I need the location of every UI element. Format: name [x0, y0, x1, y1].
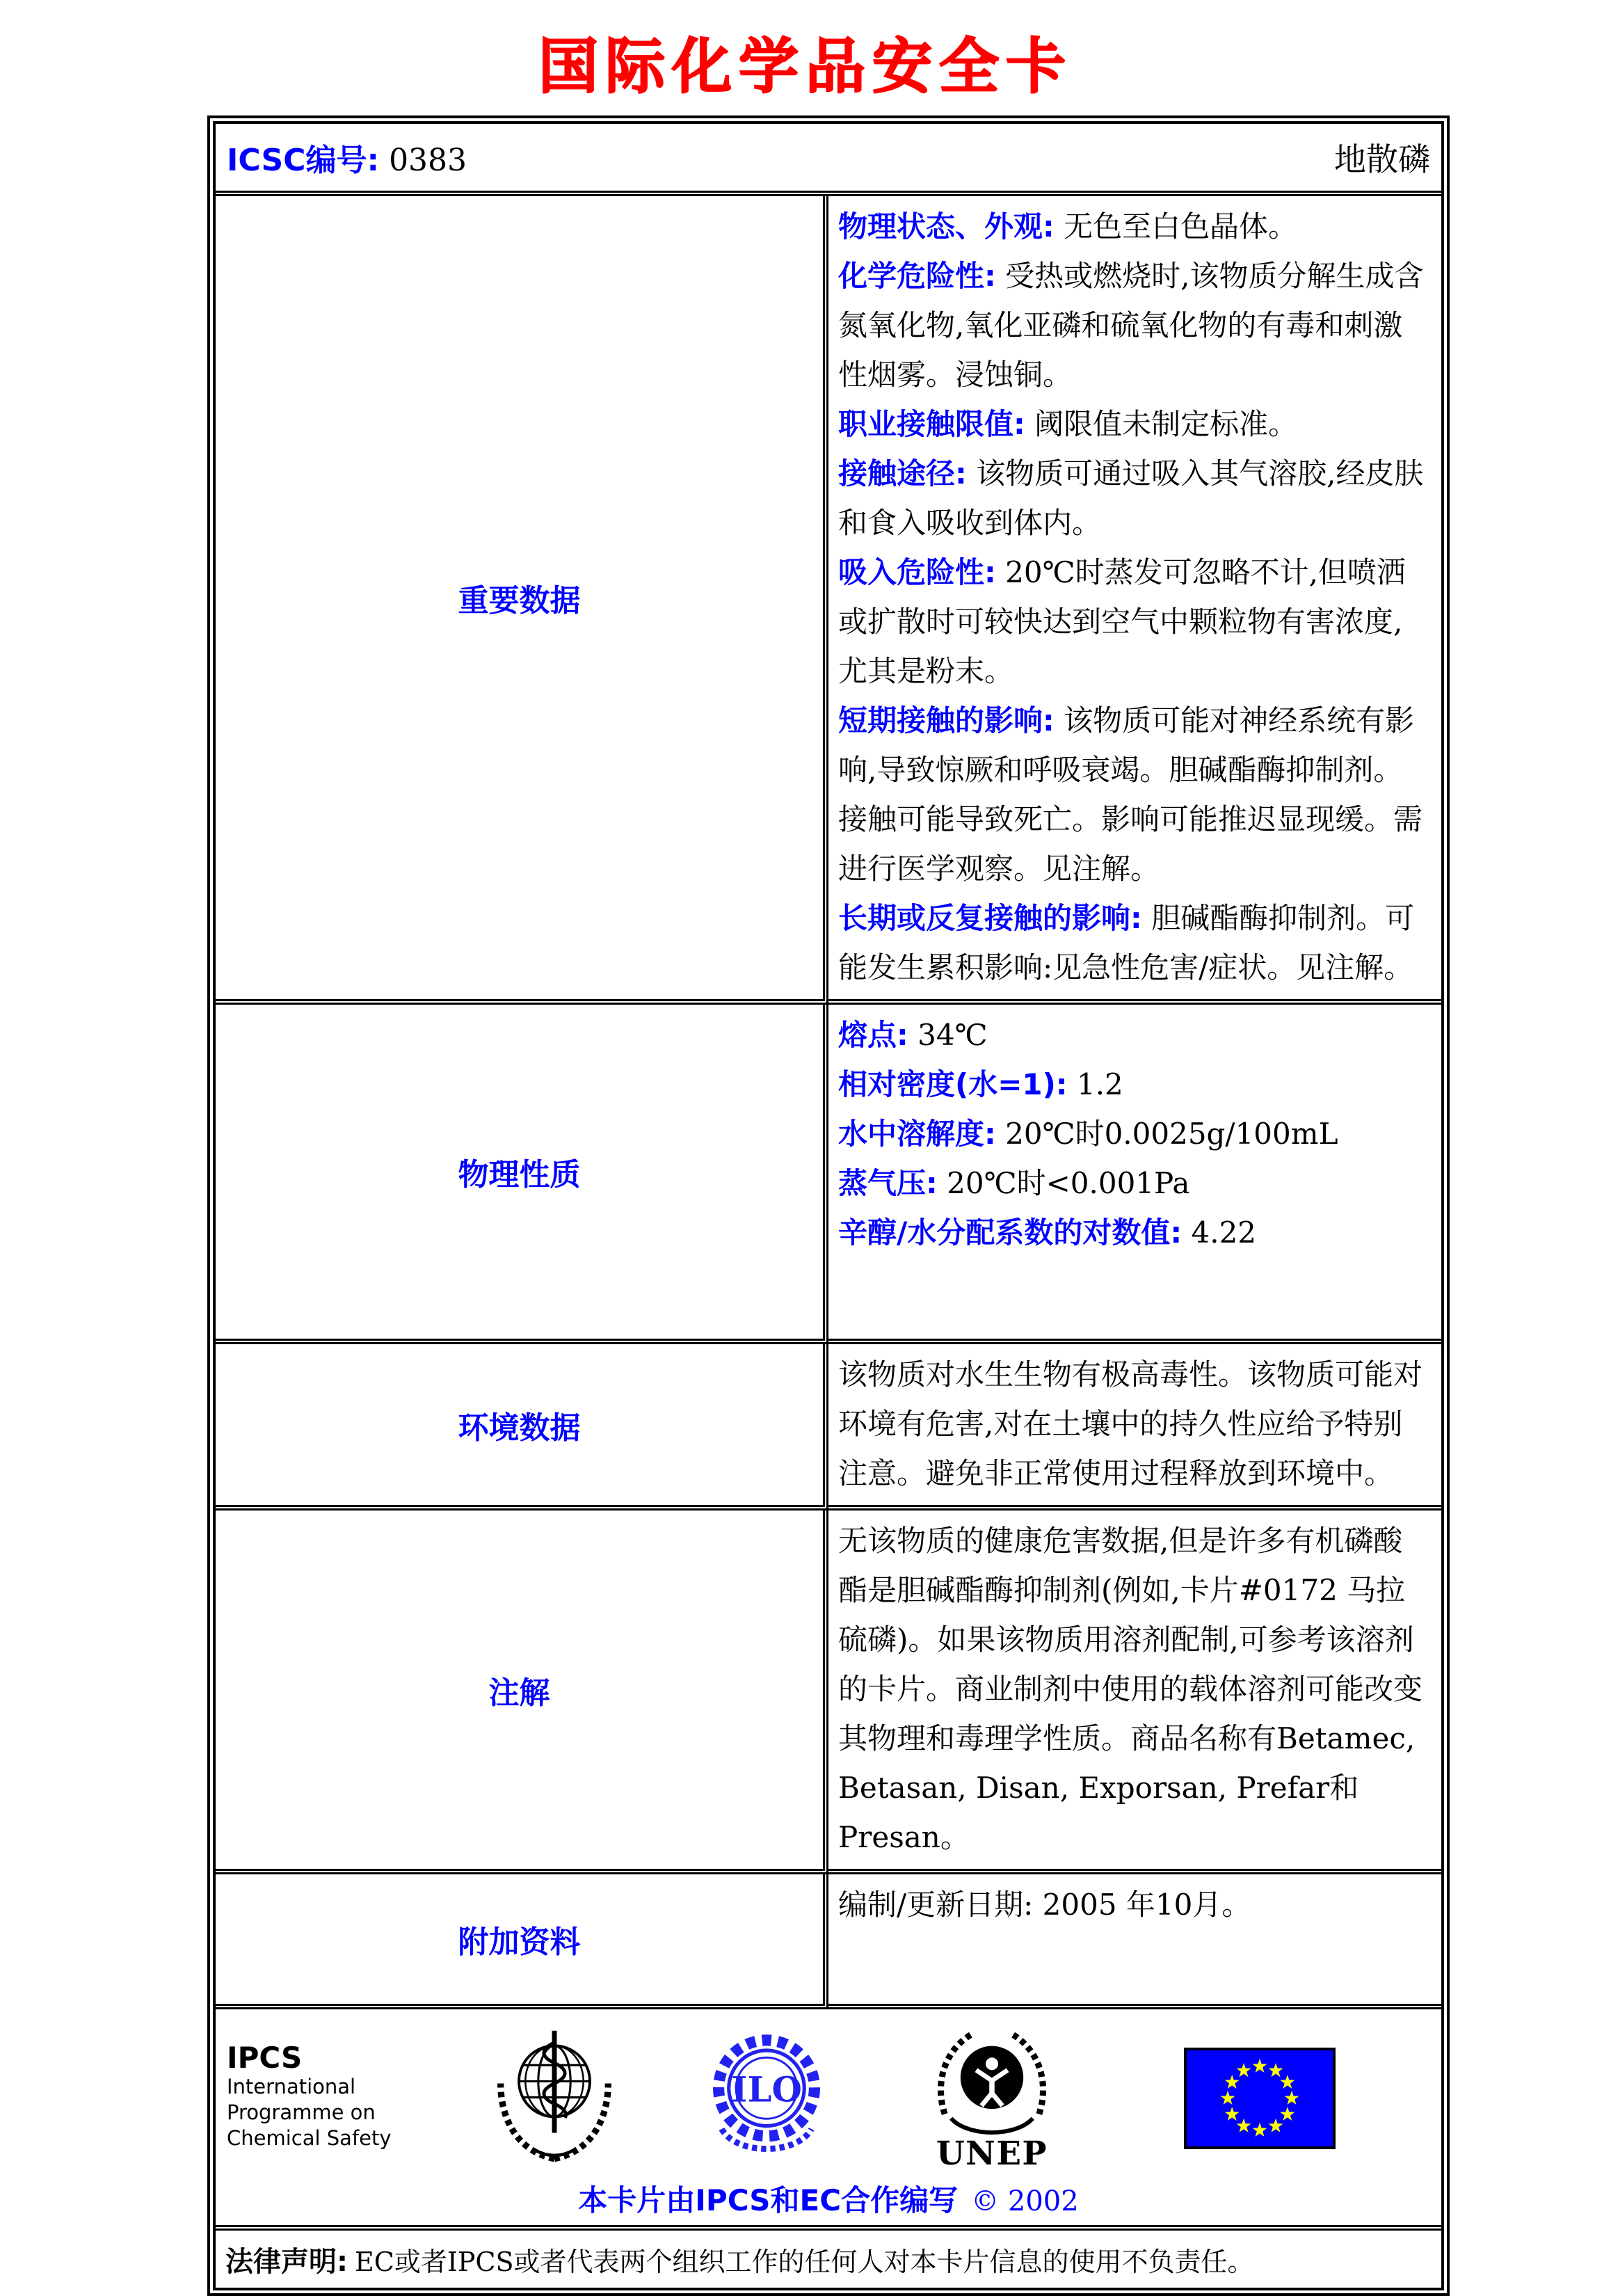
footer-row	[216, 2009, 1441, 2231]
section-content-cell	[828, 1874, 1441, 2009]
section-row	[216, 1344, 1441, 1510]
section-paragraph	[838, 893, 1432, 992]
field-label: 职业接触限值:	[838, 407, 1025, 441]
legal-row	[216, 2231, 1441, 2288]
section-paragraph	[838, 1109, 1432, 1158]
icsc-number-label: ICSC编号:	[227, 143, 380, 178]
field-text: 胆碱酯酶抑制剂。可能发生累积影响:见急性危害/症状。见注解。	[838, 901, 1415, 984]
section-content-cell	[828, 1344, 1441, 1510]
field-text: 该物质对水生生物有极高毒性。该物质可能对环境有危害,对在土壤中的持久性应给予特别注意。避免非正常使用过程释放到环境中。	[838, 1357, 1423, 1490]
section-content-cell	[828, 1005, 1441, 1344]
section-row	[216, 1510, 1441, 1874]
field-text: 20℃时蒸发可忽略不计,但喷洒或扩散时可较快达到空气中颗粒物有害浓度,尤其是粉末。	[838, 555, 1406, 688]
section-label: 环境数据	[458, 1410, 581, 1446]
section-label-cell	[216, 1344, 828, 1510]
field-label: 物理状态、外观:	[838, 209, 1055, 244]
field-label: 吸入危险性:	[838, 555, 996, 589]
icsc-number-group	[227, 135, 467, 180]
field-label: 接触途径:	[838, 456, 967, 491]
icsc-number-value: 0383	[389, 143, 467, 178]
section-content-cell	[828, 196, 1441, 1005]
section-paragraph	[838, 1208, 1432, 1257]
field-text: 该物质可能对神经系统有影响,导致惊厥和呼吸衰竭。胆碱酯酶抑制剂。接触可能导致死亡。影响可能推迟显现缓。需进行医学观察。见注解。	[838, 703, 1423, 886]
ipcs-block	[227, 2042, 409, 2151]
field-text: 4.22	[1191, 1215, 1257, 1250]
section-label-cell	[216, 1510, 828, 1874]
section-row	[216, 1874, 1441, 2009]
section-label: 重要数据	[458, 583, 581, 619]
unep-label: UNEP	[936, 2134, 1048, 2173]
field-text: 无该物质的健康危害数据,但是许多有机磷酸酯是胆碱酯酶抑制剂(例如,卡片#0172 马拉硫磷)。如果该物质用溶剂配制,可参考该溶剂的卡片。商业制剂中使用的载体溶剂可能改变其物理和毒理学性质。商品名称有Betamec, Betasan, Disan, Exporsan, Prefar和 Presan。	[838, 1524, 1423, 1854]
section-paragraph	[838, 1516, 1432, 1862]
page	[0, 18, 1611, 2278]
section-label-cell	[216, 1874, 828, 2009]
section-content-cell	[828, 1510, 1441, 1874]
legal-text: EC或者IPCS或者代表两个组织工作的任何人对本卡片信息的使用不负责任。	[355, 2246, 1254, 2277]
field-label: 蒸气压:	[838, 1166, 938, 1200]
legal-label: 法律声明:	[225, 2245, 348, 2278]
field-label: 化学危险性:	[838, 259, 996, 293]
field-text: 该物质可通过吸入其气溶胶,经皮肤和食入吸收到体内。	[838, 456, 1424, 540]
section-paragraph	[838, 1350, 1432, 1498]
field-text: 无色至白色晶体。	[1064, 209, 1298, 244]
field-text: 1.2	[1076, 1067, 1123, 1101]
section-row	[216, 196, 1441, 1005]
section-paragraph	[838, 548, 1432, 696]
section-paragraph	[838, 251, 1432, 399]
section-label-cell	[216, 1005, 828, 1344]
header-row	[216, 124, 1441, 196]
field-label: 辛醇/水分配系数的对数值:	[838, 1215, 1183, 1250]
unep-logo	[924, 2018, 1060, 2175]
field-label: 熔点:	[838, 1018, 908, 1052]
ilo-letters: ILO	[731, 2068, 802, 2110]
field-label: 短期接触的影响:	[838, 703, 1055, 738]
ilo-logo	[705, 2023, 828, 2170]
field-text: 受热或燃烧时,该物质分解生成含氮氧化物,氧化亚磷和硫氧化物的有毒和刺激性烟雾。浸蚀铜。	[838, 259, 1424, 392]
field-text: 20℃时<0.001Pa	[947, 1166, 1190, 1200]
section-paragraph	[838, 1010, 1432, 1060]
field-label: 相对密度(水=1):	[838, 1067, 1068, 1101]
credit-line	[216, 2178, 1441, 2219]
ipcs-title: IPCS	[227, 2040, 303, 2075]
field-label: 长期或反复接触的影响:	[838, 901, 1142, 935]
section-row	[216, 1005, 1441, 1344]
section-paragraph	[838, 696, 1432, 893]
section-paragraph	[838, 1060, 1432, 1109]
page-title: 国际化学品安全卡	[538, 32, 1073, 102]
eu-flag	[1184, 2048, 1336, 2149]
field-text: 编制/更新日期: 2005 年10月。	[838, 1888, 1251, 1922]
section-paragraph	[838, 202, 1432, 251]
field-label: 水中溶解度:	[838, 1117, 996, 1151]
section-paragraph	[838, 449, 1432, 548]
chemical-name: 地散磷	[1334, 141, 1430, 178]
section-paragraph	[838, 1880, 1432, 1929]
section-label: 附加资料	[458, 1924, 581, 1960]
credit-text: 本卡片由IPCS和EC合作编写	[578, 2183, 959, 2217]
field-text: 阈限值未制定标准。	[1034, 407, 1298, 441]
ipcs-subtitle: International Programme on Chemical Safety	[227, 2074, 392, 2150]
section-label: 注解	[488, 1675, 550, 1711]
section-paragraph	[838, 399, 1432, 449]
who-logo	[490, 2025, 619, 2167]
icsc-card-table	[207, 115, 1450, 2296]
section-paragraph	[838, 1158, 1432, 1208]
field-text: 20℃时0.0025g/100mL	[1005, 1117, 1338, 1151]
copyright-text: © 2002	[971, 2185, 1079, 2217]
field-text: 34℃	[917, 1018, 988, 1052]
section-label: 物理性质	[458, 1157, 581, 1193]
section-label-cell	[216, 196, 828, 1005]
